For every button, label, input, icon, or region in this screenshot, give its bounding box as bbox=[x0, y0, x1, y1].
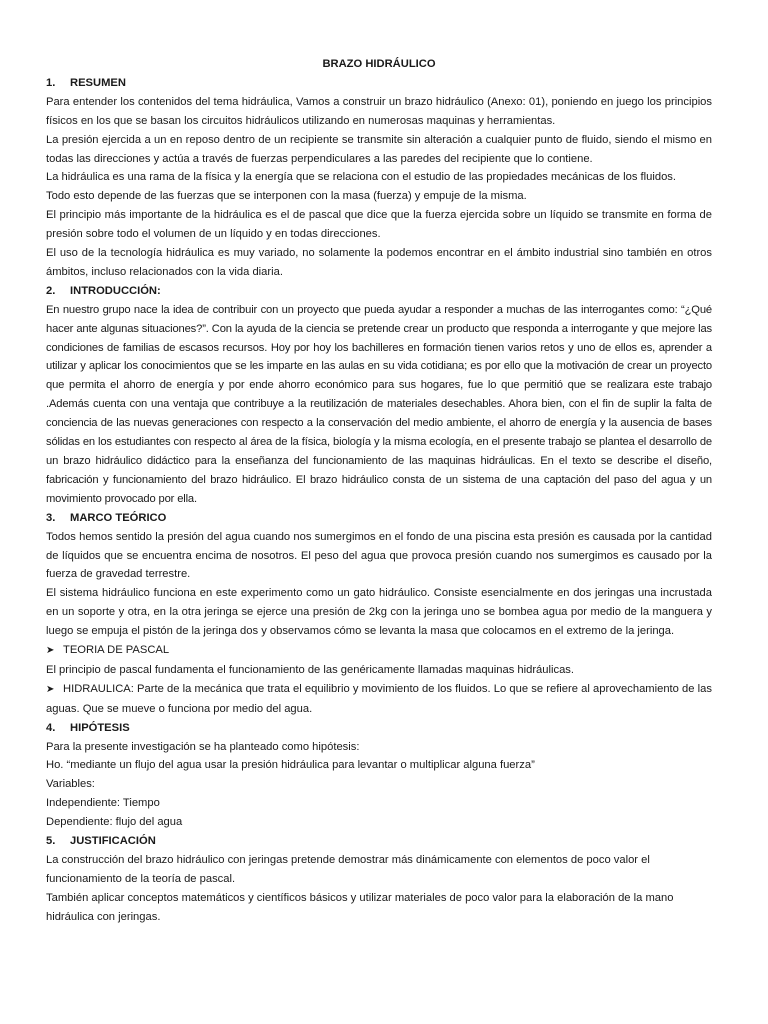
paragraph: Todo esto depende de las fuerzas que se interponen con la masa (fuerza) y empuje de la misma. bbox=[46, 190, 527, 203]
section-title: HIPÓTESIS bbox=[70, 721, 130, 734]
paragraph: El principio de pascal fundamenta el funcionamiento de las genéricamente llamadas maquinas hidráulicas. bbox=[46, 663, 574, 676]
paragraph: El principio más importante de la hidráulica es el de pascal que dice que la fuerza ejercida sobre un líquido se transmite en forma de presión sobre todo el volumen de un líquido y en todas direcciones. bbox=[46, 209, 712, 241]
paragraph: En nuestro grupo nace la idea de contribuir con un proyecto que pueda ayudar a responder a muchas de las interrogantes como: “¿Qué hacer ante algunas situaciones?”. Con la ayuda de la ciencia se pretende crear un producto que responda a interrogante y que mejore las condiciones de familias de escasos recursos. Hoy por hoy los bachilleres en formación tienen varios retos y uno de ellos es, aprender a utilizar y aplicar los conocimientos que se les imparte en las aulas en su vida cotidiana; es por ello que la motivación de crear un proyecto que permita el ahorro de energía y por ende ahorro económico para sus hogares, fue lo que permitió que se realizara este trabajo .Además cuenta con una ventaja que contribuye a la reutilización de materiales desechables. Ahora bien, con el fin de suplir la falta de conciencia de las nuevas generaciones con respecto a la conservación del medio ambiente, el ahorro de energía y la ausencia de bases sólidas en los estudiantes con respecto al área de la física, biología y la misma ecología, en el presente trabajo se plantea el desarrollo de un brazo hidráulico didáctico para la enseñanza del funcionamiento de las maquinas hidráulicas. En el texto se describe el diseño, fabricación y funcionamiento del brazo hidráulico. El brazo hidráulico consta de un sistema de una captación del paso del agua y un movimiento provocado por ella. bbox=[46, 303, 712, 505]
section-number: 2. bbox=[46, 284, 56, 297]
section-number: 4. bbox=[46, 721, 56, 734]
bullet-item-hidraulica bbox=[46, 680, 712, 719]
arrowhead-bullet-icon: ➤ bbox=[46, 683, 55, 695]
hypothesis-statement: Ho. “mediante un flujo del agua usar la presión hidráulica para levantar o multiplicar alguna fuerza” bbox=[46, 759, 535, 772]
dependent-variable: Dependiente: flujo del agua bbox=[46, 816, 183, 829]
section-title: MARCO TEÓRICO bbox=[70, 511, 167, 524]
section-title: JUSTIFICACIÓN bbox=[70, 835, 156, 848]
section-number: 1. bbox=[46, 76, 56, 89]
section-heading-hipotesis bbox=[46, 719, 712, 738]
paragraph: El uso de la tecnología hidráulica es muy variado, no solamente la podemos encontrar en el ámbito industrial sino también en otros ámbitos, incluso relacionados con la vida diaria. bbox=[46, 247, 712, 278]
document-title: BRAZO HIDRÁULICO bbox=[322, 58, 436, 70]
section-heading-marco-teorico bbox=[46, 509, 712, 528]
paragraph: La presión ejercida a un en reposo dentro de un recipiente se transmite sin alteración a cualquier punto de fluido, siendo el mismo en todas las direcciones y actúa a través de fuerzas perpendiculares a las paredes del recipiente que lo contiene. bbox=[46, 133, 712, 165]
paragraph: La construcción del brazo hidráulico con jeringas pretende demostrar más dinámicamente con elementos de poco valor el funcionamiento de la teoría de pascal. bbox=[46, 853, 650, 885]
document-page bbox=[46, 55, 712, 927]
variables-label: Variables: bbox=[46, 778, 95, 791]
section-number: 3. bbox=[46, 511, 56, 524]
arrowhead-bullet-icon: ➤ bbox=[46, 645, 55, 657]
paragraph: Para la presente investigación se ha planteado como hipótesis: bbox=[46, 740, 360, 753]
paragraph: La hidráulica es una rama de la física y la energía que se relaciona con el estudio de las propiedades mecánicas de los fluidos. bbox=[46, 171, 676, 184]
section-number: 5. bbox=[46, 835, 56, 848]
paragraph: Para entender los contenidos del tema hidráulica, Vamos a construir un brazo hidráulico (Anexo: 01), poniendo en juego los principios físicos en los que se basan los circuitos hidráulicos utilizando en numerosas maquinas y herramientas. bbox=[46, 95, 712, 127]
section-title: INTRODUCCIÓN: bbox=[70, 284, 161, 297]
bullet-item-teoria-de-pascal bbox=[46, 641, 712, 661]
paragraph: El sistema hidráulico funciona en este experimento como un gato hidráulico. Consiste esencialmente en dos jeringas una incrustada en un soporte y otra, en la otra jeringa se ejerce una presión de 2kg con la jeringa uno se bombea agua por medio de la manguera y luego se empuja el pistón de la jeringa dos y observamos cómo se levanta la masa que colocamos en el extremo de la jeringa. bbox=[46, 587, 712, 638]
paragraph: También aplicar conceptos matemáticos y científicos básicos y utilizar materiales de poco valor para la elaboración de la mano hidráulica con jeringas. bbox=[46, 891, 674, 923]
independent-variable: Independiente: Tiempo bbox=[46, 797, 160, 810]
bullet-text: HIDRAULICA: Parte de la mecánica que trata el equilibrio y movimiento de los fluidos. Lo que se refiere al aprovechamiento de las aguas. Que se mueve o funciona por medio del agua. bbox=[46, 682, 712, 715]
bullet-text: TEORIA DE PASCAL bbox=[63, 644, 170, 657]
section-title: RESUMEN bbox=[70, 76, 126, 89]
paragraph: Todos hemos sentido la presión del agua cuando nos sumergimos en el fondo de una piscina esta presión es causada por la cantidad de líquidos que se encuentra encima de nosotros. El peso del agua que provoca presión cuando nos sumergimos es causado por la fuerza de gravedad terrestre. bbox=[46, 530, 712, 581]
section-heading-resumen bbox=[46, 74, 712, 93]
section-heading-introduccion bbox=[46, 282, 712, 301]
section-heading-justificacion bbox=[46, 832, 712, 851]
